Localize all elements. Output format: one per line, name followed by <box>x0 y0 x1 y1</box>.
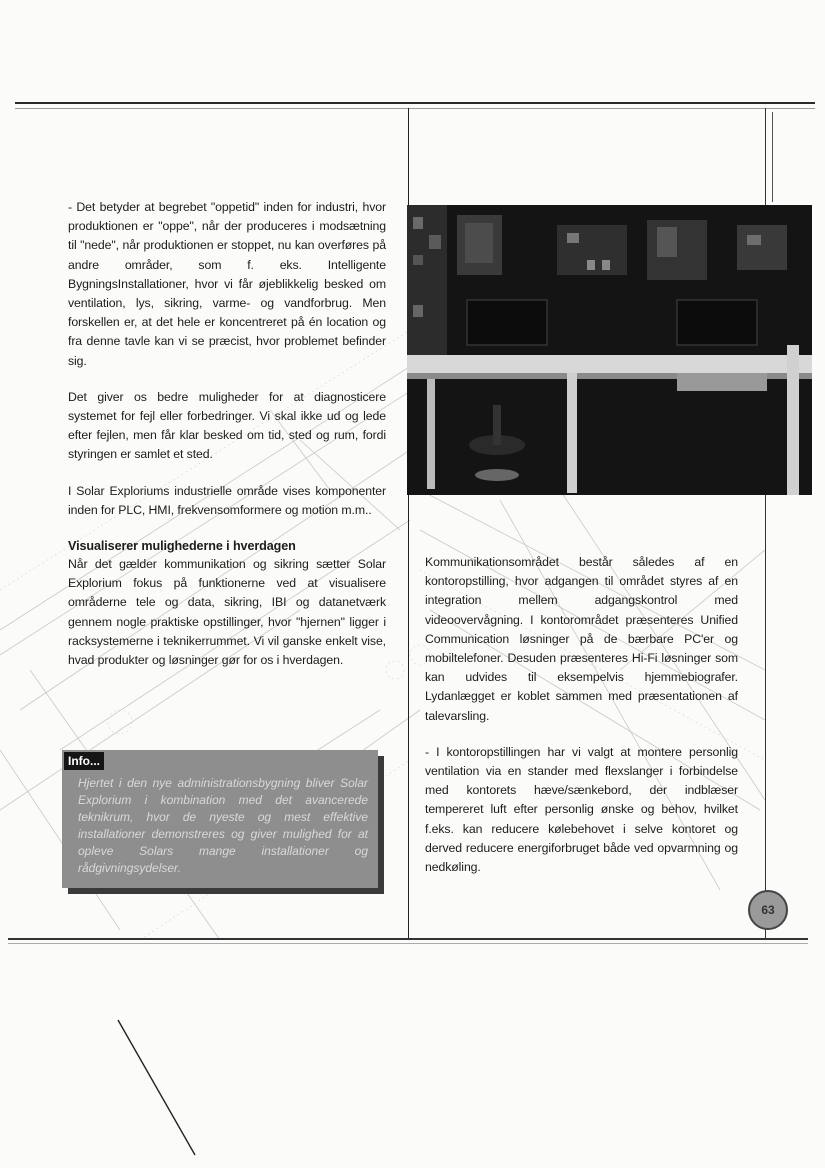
top-rule <box>15 102 815 104</box>
right-column <box>425 553 738 894</box>
bottom-rule-thin <box>8 943 808 944</box>
info-box-label: Info... <box>64 752 104 770</box>
right-paragraph-1: Kommunikationsområdet består således af en kontoropstilling, hvor adgangen til området styres af en integration mellem adgangskontrol med videoovervågning. I kontorområdet præsenteres Unified Communication løsninger på de bærbare PC'er og mobiltelefoner. Desuden præsenteres Hi-Fi løsninger som kan udvides til eksempelvis hjemmebiografer. Lydanlægget er koblet sammen med præsentationen af talevarsling. <box>425 555 738 723</box>
showroom-photo <box>407 205 812 495</box>
left-paragraph-2: Det giver os bedre muligheder for at diagnosticere systemet for fejl eller forbedringer. Vi skal ikke ud og lede efter fejlen, men får klar besked om tid, sted og rum, fordi styringen er samlet et sted. <box>68 389 386 462</box>
bottom-rule <box>8 938 808 940</box>
info-box-text: Hjertet i den nye administrationsbygning bliver Solar Explorium i kombination med det avancerede teknikrum, hvor de nyeste og mest effektive installationer demonstreres og giver mulighed for at opleve Solars mange installationer og rådgivningsydelser. <box>78 776 368 875</box>
left-paragraph-1: - Det betyder at begrebet "oppetid" inden for industri, hvor produktionen er "oppe", når der produceres i modsætning til "nede", når produktionen er stoppet, nu kan overføres på andre områder, som f. eks. Intelligente BygningsInstallationer, hvor vi får øjeblikkelig besked om ventilation, lys, sikring, varme- og vandforbrug. Men forskellen er, at det hele er koncentreret på én location og fra denne tavle kan vi se præcist, hvor problemet befinder sig. <box>68 200 386 368</box>
top-rule-thin <box>15 108 815 109</box>
section-heading: Visualiserer mulighederne i hverdagen <box>68 539 296 554</box>
right-margin-line-short <box>772 112 773 202</box>
left-paragraph-3: I Solar Exploriums industrielle område vises komponenter inden for PLC, HMI, frekvensomformere og motion m.m.. <box>68 483 386 517</box>
pen-stroke-mark <box>110 1015 210 1165</box>
page-number: 63 <box>748 890 788 930</box>
left-column <box>68 198 386 687</box>
left-paragraph-4: Når det gælder kommunikation og sikring sætter Solar Explorium fokus på funktionerne ved at visualisere områderne tele og data, sikring, IBI og datanetværk gennem nogle praktiske opstillinger, hvor "hjernen" ligger i racksystemerne i teknikerrummet. Vi vil ganske enkelt vise, hvad produkter og løsninger gør for os i hverdagen. <box>68 557 386 668</box>
right-paragraph-2: - I kontoropstillingen har vi valgt at montere personlig ventilation via en stander med flexslanger i forbindelse med kontorets hæve/sænkebord, der indblæser tempereret luft efter personlig ønske og behov, hvilket f.eks. kan reducere kølebehovet i selve kontoret og derved reducere energiforbruget både ved opvarmning og nedkøling. <box>425 744 738 875</box>
